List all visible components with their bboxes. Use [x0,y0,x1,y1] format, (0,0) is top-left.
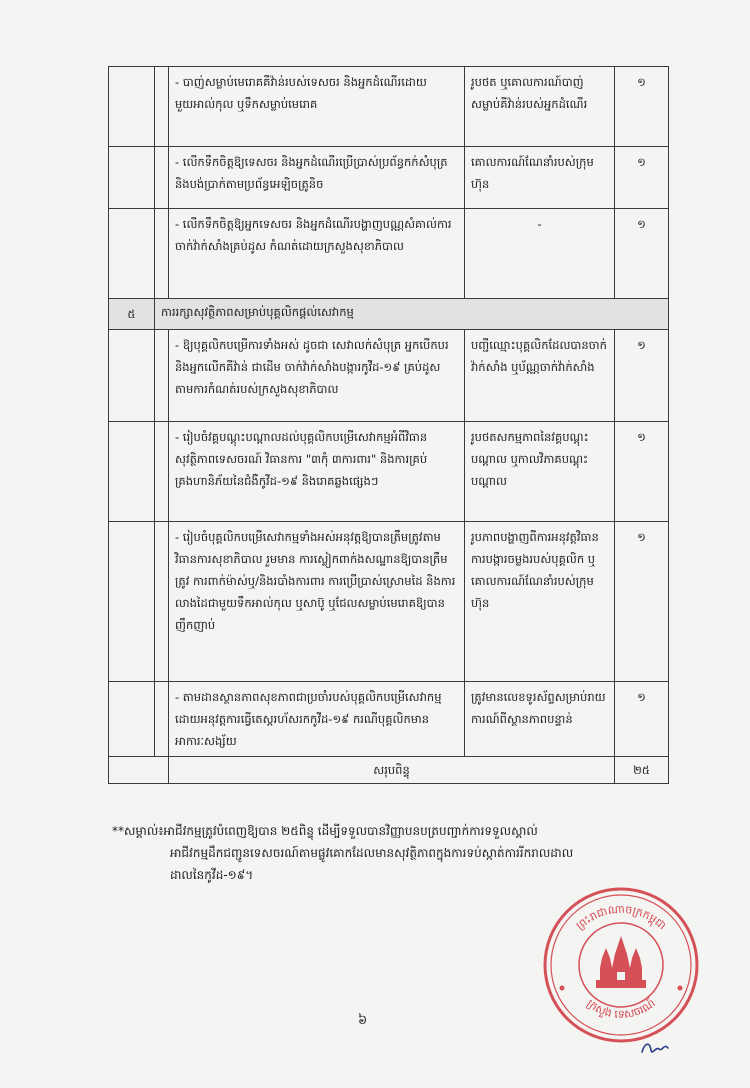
seal-bottom-text: ក្រសួង ទេសចរណ៍ [584,996,658,1021]
seal-top-text: ព្រះរាជាណាចក្រកម្ពុជា [573,902,669,933]
row-number-cell [109,147,155,209]
evidence-cell: រូបថតសកម្មភាពនៃវគ្គបណ្តុះបណ្តាល ឬកាលវិភាគបណ្តុះបណ្តាល [465,422,615,522]
blank-cell [155,209,169,299]
requirement-cell: - តាមដានស្ថានភាពសុខភាពជាប្រចាំរបស់បុគ្គលិកបម្រើសេវាកម្ម ដោយអនុវត្តការធ្វើតេស្តរហ័សរកកូវីដ-១៩ ករណីបុគ្គលិកមានអាការៈសង្ស័យ [169,682,465,757]
total-points: ២៥ [615,757,669,784]
row-number-cell [109,422,155,522]
requirement-cell: - ឱ្យបុគ្គលិកបម្រើការទាំងអស់ ដូចជា សេវាលក់សំបុត្រ អ្នកបើកបរ និងអ្នកលើកគីវ៉ាន់ ជាដើម ចាក់វ៉ាក់សាំងបង្ការកូវីដ-១៩ គ្រប់ដូសតាមការកំណត់របស់ក្រសួងសុខាភិបាល [169,330,465,422]
total-row [109,757,669,784]
points-cell: ១ [615,422,669,522]
evidence-cell: រូបថត ឬគោលការណ៍បាញ់សម្លាប់គីវ៉ាន់របស់អ្នកដំណើរ [465,67,615,147]
evidence-cell: បញ្ជីឈ្មោះបុគ្គលិកដែលបានចាក់វ៉ាក់សាំង ឬប័ណ្ណចាក់វ៉ាក់សាំង [465,330,615,422]
points-cell: ១ [615,67,669,147]
svg-text:ព្រះរាជាណាចក្រកម្ពុជា [574,903,669,933]
checklist-table [108,66,669,784]
requirement-cell: - រៀបចំបុគ្គលិកបម្រើសេវាកម្មទាំងអស់អនុវត្តឱ្យបានត្រឹមត្រូវតាមវិធានការសុខាភិបាល រួមមាន ការស្លៀកពាក់ងសណ្ឋានឱ្យបានត្រឹមត្រូវ ការពាក់ម៉ាស់ឬ/និងរបាំងការពារ ការប្រើប្រាស់ស្រោមដៃ និងការលាងដៃជាមួយទឹកអាល់កុល ឬសាប៊ូ ឬជែលសម្លាប់មេរោគឱ្យបានញឹកញាប់ [169,522,465,682]
row-number-cell [109,682,155,757]
table-row [109,67,669,147]
footnote [112,820,652,886]
points-cell: ១ [615,330,669,422]
handwritten-initial [640,1040,672,1058]
section-number: ៥ [109,299,155,330]
section-title: ការរក្សាសុវត្ថិភាពសម្រាប់បុគ្គលិកផ្តល់សេវាកម្ម [155,299,669,330]
points-cell: ១ [615,147,669,209]
evidence-cell: - [465,209,615,299]
svg-text:ក្រសួង ទេសចរណ៍ [584,996,657,1021]
points-cell: ១ [615,682,669,757]
footnote-line-1: **សម្គាល់៖អាជីវកម្មត្រូវបំពេញឱ្យបាន ២៥ពិន្ទុ ដើម្បីទទួលបានវិញ្ញាបនបត្របញ្ជាក់ការទទួលស្គាល់ [112,824,538,838]
points-cell: ១ [615,522,669,682]
table-row [109,522,669,682]
row-number-cell [109,209,155,299]
blank-cell [155,522,169,682]
requirement-cell: - លើកទឹកចិត្តឱ្យទេសចរ និងអ្នកដំណើរប្រើប្រាស់ប្រព័ន្ធកក់សំបុត្រ និងបង់ប្រាក់តាមប្រព័ន្ធអេឡិចត្រូនិច [169,147,465,209]
blank-cell [155,422,169,522]
requirement-cell: - រៀបចំវគ្គបណ្តុះបណ្តាលដល់បុគ្គលិកបម្រើសេវាកម្មអំពីវិធានសុវត្ថិភាពទេសចរណ៍ វិធានការ "៣កុំ ៣ការពារ" និងការគ្រប់គ្រងហានិភ័យនៃជំងឺកូវីដ-១៩ និងរោគឆ្លងផ្សេងៗ [169,422,465,522]
table-row [109,209,669,299]
evidence-cell: គោលការណ៍ណែនាំរបស់ក្រុមហ៊ុន [465,147,615,209]
evidence-cell: ត្រូវមានលេខទូរស័ព្ទសម្រាប់រាយការណ៍ពីស្ថានភាពបន្ទាន់ [465,682,615,757]
ministry-seal [540,884,702,1046]
blank-cell [155,147,169,209]
section-row [109,299,669,330]
row-number-cell [109,522,155,682]
angkor-temple-icon [596,936,646,988]
row-number-cell [109,330,155,422]
requirement-cell: - លើកទឹកចិត្តឱ្យអ្នកទេសចរ និងអ្នកដំណើរបង្ហាញបណ្ណសំគាល់ការចាក់វ៉ាក់សាំងគ្រប់ដូស កំណត់ដោយក្រសួងសុខាភិបាល [169,209,465,299]
requirement-cell: - បាញ់សម្លាប់មេរោគគីវ៉ាន់របស់ទេសចរ និងអ្នកដំណើរដោយមួយអាល់កុល ឬទឹកសម្លាប់មេរោគ [169,67,465,147]
page-number: ៦ [358,1013,368,1028]
total-label: សរុបពិន្ទុ [169,757,615,784]
table-row [109,330,669,422]
blank-cell [155,330,169,422]
table-row [109,147,669,209]
footnote-line-2: អាជីវកម្មដឹកជញ្ជូនទេសចរណ៍តាមផ្លូវគោកដែលមានសុវត្ថិភាពក្នុងការទប់ស្កាត់ការរីករាលដាល [170,846,574,860]
row-number-cell [109,67,155,147]
total-blank-cell [109,757,169,784]
table-row [109,422,669,522]
blank-cell [155,682,169,757]
table-row [109,682,669,757]
blank-cell [155,67,169,147]
footnote-line-3: ដាលនៃកូវីដ-១៩។ [170,868,254,882]
points-cell: ១ [615,209,669,299]
checklist-body [109,67,669,784]
evidence-cell: រូបភាពបង្ហាញពីការអនុវត្តវិធានការបង្ការចម្លងរបស់បុគ្គលិក ឬគោលការណ៍ណែនាំរបស់ក្រុមហ៊ុន [465,522,615,682]
